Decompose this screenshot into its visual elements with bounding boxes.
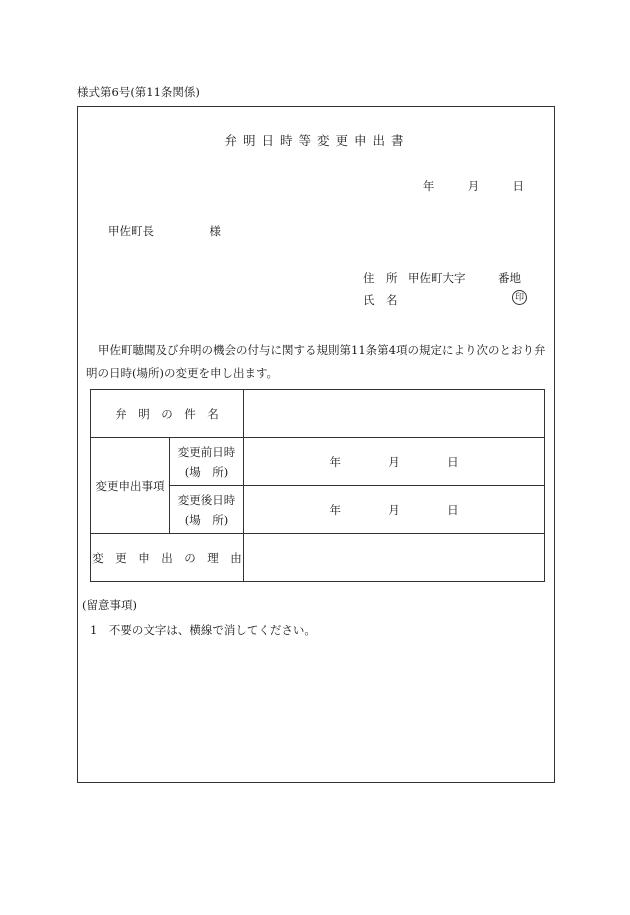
change-request-table bbox=[90, 389, 545, 582]
form-frame bbox=[77, 106, 555, 783]
after-label-line1: 変更後日時 bbox=[177, 492, 236, 507]
seal-mark: 印 bbox=[512, 290, 527, 305]
form-title: 弁明日時等変更申出書 bbox=[224, 133, 410, 148]
after-label-line2: (場 所) bbox=[184, 512, 229, 527]
form-number-label: 様式第6号(第11条関係) bbox=[77, 85, 200, 99]
addressee bbox=[108, 223, 221, 239]
addressee-name: 甲佐町長 bbox=[108, 224, 154, 238]
before-label-cell bbox=[170, 438, 244, 486]
date-line bbox=[423, 178, 524, 194]
address-value: 甲佐町大字 bbox=[408, 271, 466, 285]
notes-title: (留意事項) bbox=[82, 598, 137, 612]
subject-label: 弁 明 の 件 名 bbox=[115, 406, 219, 421]
reason-label: 変 更 申 出 の 理 由 bbox=[92, 550, 242, 565]
after-day: 日 bbox=[447, 502, 459, 517]
before-date-cell[interactable] bbox=[244, 438, 545, 486]
address-label: 住 所 bbox=[363, 271, 398, 285]
reason-value-cell[interactable] bbox=[244, 534, 545, 582]
before-label-line1: 変更前日時 bbox=[177, 444, 236, 459]
subject-label-cell bbox=[91, 390, 244, 438]
after-date-cell[interactable] bbox=[244, 486, 545, 534]
change-group-label-cell bbox=[91, 438, 170, 534]
address-suffix: 番地 bbox=[498, 271, 521, 285]
date-month: 月 bbox=[467, 179, 480, 193]
date-day: 日 bbox=[512, 179, 524, 193]
body-text: 甲佐町聴聞及び弁明の機会の付与に関する規則第11条第4項の規定により次のとおり弁明の日時(場所)の変更を申し出ます。 bbox=[86, 343, 546, 380]
after-year: 年 bbox=[329, 502, 341, 517]
subject-value-cell[interactable] bbox=[244, 390, 545, 438]
name-label: 氏 名 bbox=[363, 293, 398, 307]
change-group-label: 変更申出事項 bbox=[95, 478, 165, 493]
before-day: 日 bbox=[447, 454, 459, 469]
before-year: 年 bbox=[329, 454, 341, 469]
after-label-cell bbox=[170, 486, 244, 534]
reason-label-cell bbox=[91, 534, 244, 582]
addressee-suffix: 様 bbox=[209, 224, 221, 238]
before-month: 月 bbox=[388, 454, 400, 469]
date-year: 年 bbox=[422, 179, 435, 193]
before-label-line2: (場 所) bbox=[184, 464, 229, 479]
after-month: 月 bbox=[388, 502, 400, 517]
note-item-1: 1 不要の文字は、横線で消してください。 bbox=[90, 623, 316, 637]
